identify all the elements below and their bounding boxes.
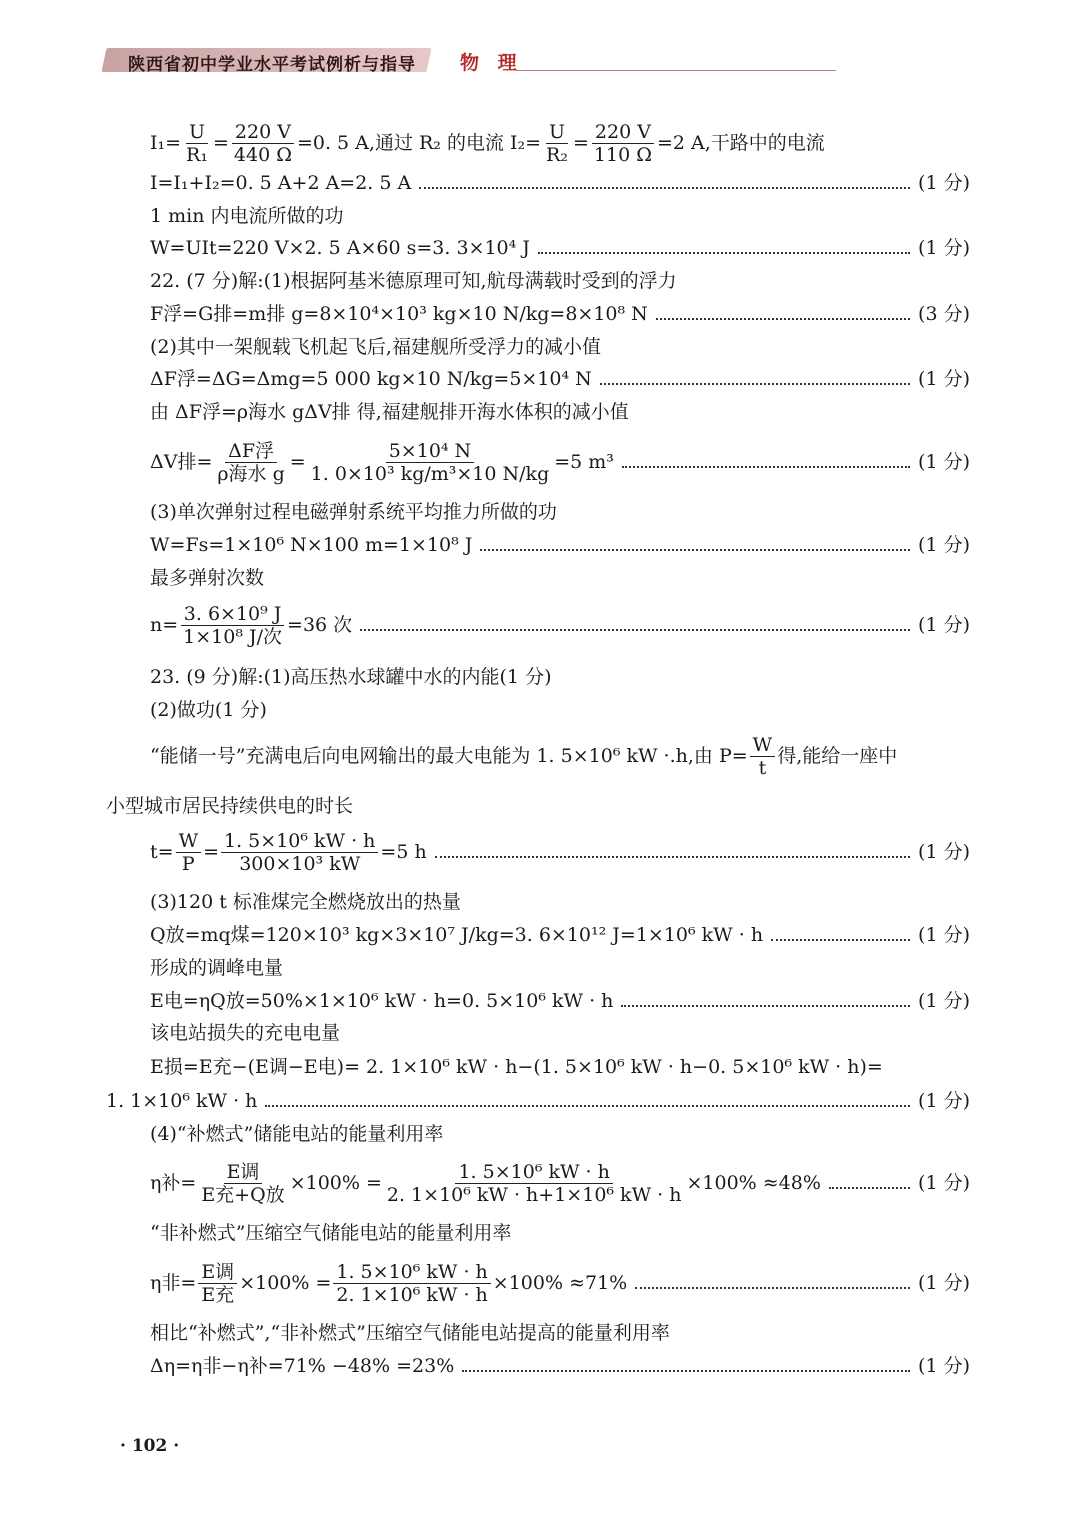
line-text: 由 ΔF浮=ρ海水 gΔV排 得,福建舰排开海水体积的减小值 [150, 401, 629, 423]
eq-text: ΔV排= [150, 451, 213, 473]
eq-text: I₁= [150, 132, 182, 154]
score-label: (1 分) [918, 368, 970, 390]
fraction [750, 734, 776, 779]
dot-leader [538, 252, 910, 254]
scored-line [106, 1089, 970, 1113]
score-label: (1 分) [918, 1090, 970, 1112]
line-text: (3)120 t 标准煤完全燃烧放出的热量 [150, 891, 461, 913]
line-text: F浮=G排=m排 g=8×10⁴×10³ kg×10 N/kg=8×10⁸ N [150, 303, 648, 325]
fraction-numerator: 1. 5×10⁶ kW · h [455, 1161, 612, 1184]
fraction [333, 1261, 490, 1306]
equation-line [150, 601, 970, 649]
fraction-numerator: ΔF浮 [225, 440, 277, 463]
line-text: 形成的调峰电量 [150, 957, 284, 979]
text-line [150, 269, 970, 293]
score-label: (1 分) [918, 614, 970, 636]
page-number: · 102 · [120, 1436, 180, 1456]
score-label: (1 分) [918, 1172, 970, 1194]
score-label: (1 分) [918, 172, 970, 194]
text-line [150, 500, 970, 524]
text-line [150, 1321, 970, 1345]
dot-leader [656, 318, 910, 320]
text-line [150, 890, 970, 914]
scored-line [150, 923, 970, 947]
score-label: (1 分) [918, 990, 970, 1012]
fraction-denominator: ρ海水 g [217, 462, 285, 485]
eq-text: = [289, 451, 306, 473]
line-text: I=I₁+I₂=0. 5 A+2 A=2. 5 A [150, 172, 412, 194]
text-line [150, 400, 970, 424]
eq-text: ×100% = [289, 1172, 382, 1194]
header-title: 陕西省初中学业水平考试例析与指导 [128, 55, 416, 75]
line-text: W=UIt=220 V×2. 5 A×60 s=3. 3×10⁴ J [150, 237, 530, 259]
fraction [591, 121, 655, 166]
equation-line [150, 827, 970, 877]
equation-line [150, 437, 970, 487]
eq-text: η补= [150, 1172, 197, 1194]
fraction [308, 440, 553, 485]
fraction-numerator: 220 V [592, 121, 654, 144]
eq-text: =5 m³ [554, 451, 614, 473]
line-text: Δη=η非−η补=71% −48% =23% [150, 1355, 455, 1377]
dot-leader [480, 549, 910, 551]
fraction [183, 121, 211, 166]
line-text: 1 min 内电流所做的功 [150, 205, 344, 227]
line-text: 相比“补燃式”,“非补燃式”压缩空气储能电站提高的能量利用率 [150, 1322, 670, 1344]
scored-line [150, 367, 970, 391]
line-text: E电=ηQ放=50%×1×10⁶ kW · h=0. 5×10⁶ kW · h [150, 990, 614, 1012]
fraction-denominator: 2. 1×10⁶ kW · h+1×10⁶ kW · h [386, 1183, 682, 1206]
eq-text: t= [150, 841, 174, 863]
score-label: (1 分) [918, 534, 970, 556]
text-line [150, 956, 970, 980]
fraction [221, 830, 378, 875]
header-rule [516, 70, 836, 71]
eq-text: = [203, 841, 220, 863]
line-text: 该电站损失的充电电量 [150, 1022, 341, 1044]
score-label: (1 分) [918, 924, 970, 946]
fraction-denominator: 110 Ω [593, 143, 652, 166]
line-text: (4)“补燃式”储能电站的能量利用率 [150, 1123, 444, 1145]
fraction [180, 603, 285, 648]
scored-line [150, 989, 970, 1013]
line-text: (3)单次弹射过程电磁弹射系统平均推力所做的功 [150, 501, 557, 523]
scored-line [150, 533, 970, 557]
fraction-denominator: E充+Q放 [201, 1183, 285, 1206]
fraction-denominator: 300×10³ kW [239, 852, 361, 875]
scored-line [150, 236, 970, 260]
fraction-numerator: U [186, 121, 208, 144]
dot-leader [419, 187, 910, 189]
line-text: “非补燃式”压缩空气储能电站的能量利用率 [150, 1222, 512, 1244]
eq-text: = [572, 132, 589, 154]
text-line [150, 1021, 970, 1045]
eq-text: 得,能给一座中 [777, 745, 898, 767]
fraction-denominator: R₂ [546, 143, 568, 166]
score-label: (1 分) [918, 1355, 970, 1377]
dot-leader [265, 1105, 910, 1107]
line-text: ΔF浮=ΔG=Δmg=5 000 kg×10 N/kg=5×10⁴ N [150, 368, 592, 390]
score-label: (3 分) [918, 303, 970, 325]
fraction-denominator: R₁ [186, 143, 208, 166]
fraction-numerator: E调 [224, 1161, 263, 1184]
fraction-numerator: W [750, 734, 776, 757]
fraction [543, 121, 571, 166]
line-text: 23. (9 分)解:(1)高压热水球罐中水的内能(1 分) [150, 666, 552, 688]
dot-leader [360, 629, 910, 631]
fraction-denominator: E充 [201, 1283, 235, 1306]
dot-leader [829, 1187, 910, 1189]
eq-text: =5 h [380, 841, 427, 863]
header-subject: 物 理 [460, 52, 523, 74]
eq-text: ×100% = [239, 1272, 332, 1294]
eq-text: ×100% ≈48% [686, 1172, 821, 1194]
dot-leader [435, 856, 910, 858]
scored-line [150, 302, 970, 326]
fraction [231, 121, 295, 166]
text-line [150, 665, 970, 689]
fraction-denominator: 440 Ω [233, 143, 292, 166]
eq-text: =2 A,干路中的电流 [656, 132, 825, 154]
line-text: 22. (7 分)解:(1)根据阿基米德原理可知,航母满载时受到的浮力 [150, 270, 677, 292]
eq-text: =0. 5 A,通过 R₂ 的电流 I₂= [296, 132, 542, 154]
fraction-denominator: 1. 0×10³ kg/m³×10 N/kg [310, 462, 550, 485]
line-text: (2)其中一架舰载飞机起飞后,福建舰所受浮力的减小值 [150, 336, 601, 358]
line-text: W=Fs=1×10⁶ N×100 m=1×10⁸ J [150, 534, 473, 556]
text-line [150, 1122, 970, 1146]
fraction [214, 440, 287, 485]
line-text: 小型城市居民持续供电的时长 [106, 795, 354, 817]
fraction-numerator: W [176, 830, 202, 853]
line-text: (2)做功(1 分) [150, 699, 267, 721]
dot-leader [622, 466, 910, 468]
fraction-denominator: P [181, 852, 195, 875]
text-line [150, 566, 970, 590]
line-text: 1. 1×10⁶ kW · h [106, 1090, 258, 1112]
line-text: 最多弹射次数 [150, 567, 265, 589]
text-line [150, 698, 970, 722]
eq-text: n= [150, 614, 179, 636]
text-line [150, 335, 970, 359]
text-line [150, 1055, 970, 1079]
running-header [104, 46, 834, 76]
eq-text: = [212, 132, 229, 154]
text-line [106, 794, 926, 818]
score-label: (1 分) [918, 841, 970, 863]
fraction-denominator: 1×10⁸ J/次 [183, 625, 283, 648]
text-line [150, 1221, 970, 1245]
equation-line [150, 1157, 970, 1209]
fraction [384, 1161, 685, 1206]
fraction-denominator: 2. 1×10⁶ kW · h [336, 1283, 488, 1306]
score-label: (1 分) [918, 1272, 970, 1294]
eq-text: =36 次 [287, 614, 353, 636]
fraction-numerator: 1. 5×10⁶ kW · h [221, 830, 378, 853]
fraction-numerator: 5×10⁴ N [386, 440, 474, 463]
score-label: (1 分) [918, 237, 970, 259]
eq-text: “能储一号”充满电后向电网输出的最大电能为 1. 5×10⁶ kW ·.h,由 P= [150, 745, 748, 767]
eq-text: ×100% ≈71% [492, 1272, 628, 1294]
dot-leader [621, 1005, 910, 1007]
fraction-numerator: 220 V [232, 121, 294, 144]
dot-leader [635, 1287, 910, 1289]
equation-line [150, 1257, 970, 1309]
fraction-numerator: E调 [198, 1261, 237, 1284]
dot-leader [600, 383, 910, 385]
dot-leader [462, 1370, 910, 1372]
fraction [176, 830, 202, 875]
score-label: (1 分) [918, 451, 970, 473]
eq-text: η非= [150, 1272, 197, 1294]
fraction [198, 1161, 287, 1206]
dot-leader [771, 939, 910, 941]
scored-line [150, 1354, 970, 1378]
fraction [198, 1261, 237, 1306]
line-text: Q放=mq煤=120×10³ kg×3×10⁷ J/kg=3. 6×10¹² J=1×10⁶ kW · h [150, 924, 764, 946]
fraction-numerator: 1. 5×10⁶ kW · h [333, 1261, 490, 1284]
scored-line [150, 171, 970, 195]
line-text: E损=E充−(E调−E电)= 2. 1×10⁶ kW · h−(1. 5×10⁶ kW · h−0. 5×10⁶ kW · h)= [150, 1056, 883, 1078]
equation-line [150, 120, 970, 166]
fraction-denominator: t [758, 756, 767, 779]
fraction-numerator: 3. 6×10⁹ J [181, 603, 285, 626]
fraction-numerator: U [546, 121, 568, 144]
text-line [150, 204, 970, 228]
equation-line [150, 731, 980, 781]
